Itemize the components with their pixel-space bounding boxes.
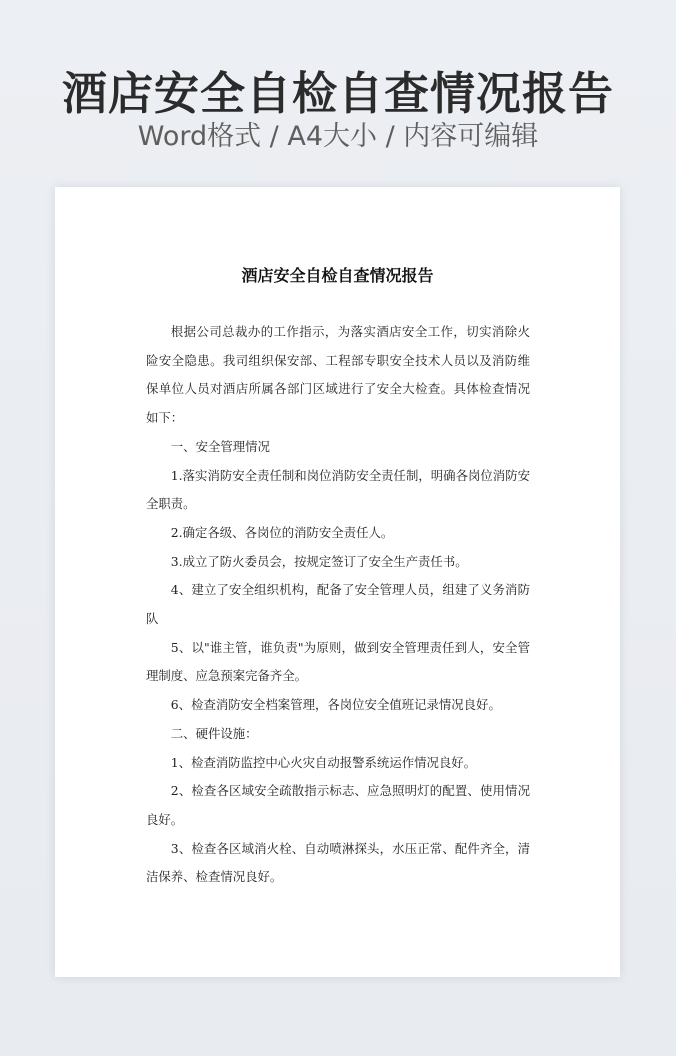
banner-title: 酒店安全自检自查情况报告 [61, 67, 614, 120]
document-page [55, 187, 620, 977]
list-item: 3.成立了防火委员会，按规定签订了安全生产责任书。 [170, 553, 468, 569]
list-item: 5、以"谁主管，谁负责"为原则，做到安全管理责任到人，安全管理制度、应急预案完备齐全。 [146, 639, 530, 684]
list-item: 3、检查各区域消火栓、自动喷淋探头，水压正常、配件齐全，清洁保养、检查情况良好。 [146, 840, 530, 885]
list-item: 2、检查各区域安全疏散指示标志、应急照明灯的配置、使用情况良好。 [146, 783, 530, 827]
section-heading-management: 一、安全管理情况 [170, 438, 270, 454]
section-heading-hardware: 二、硬件设施： [170, 725, 258, 741]
intro-paragraph: 根据公司总裁办的工作指示，为落实酒店安全工作，切实消除火险安全隐患。我司组织保安部、工程部专职安全技术人员以及消防维保单位人员对酒店所属各部门区域进行了安全大检查。具体检查情况如下： [146, 324, 530, 426]
list-item: 2.确定各级、各岗位的消防安全责任人。 [170, 524, 394, 540]
list-item: 4、建立了安全组织机构，配备了安全管理人员，组建了义务消防队 [146, 582, 530, 627]
document-body [146, 318, 530, 892]
banner-subtitle: Word格式 / A4大小 / 内容可编辑 [137, 121, 539, 152]
list-item: 6、检查消防安全档案管理，各岗位安全值班记录情况良好。 [170, 697, 501, 713]
document-title: 酒店安全自检自查情况报告 [241, 266, 434, 285]
list-item: 1、检查消防监控中心火灾自动报警系统运作情况良好。 [170, 754, 477, 770]
list-item: 1.落实消防安全责任制和岗位消防安全责任制，明确各岗位消防安全职责。 [146, 467, 530, 512]
